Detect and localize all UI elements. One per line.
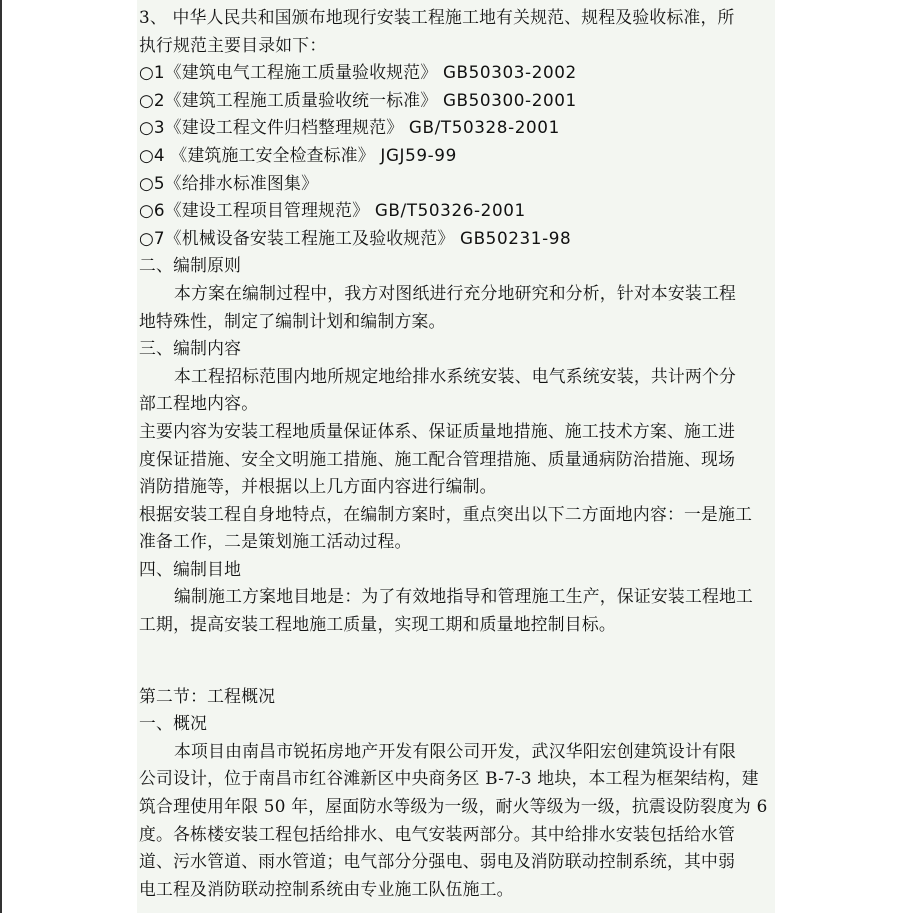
- standard-code: GB50300-2001: [442, 89, 577, 110]
- paragraph-line: 工期，提高安装工程地施工质量，实现工期和质量地控制目标。: [139, 614, 616, 635]
- paragraph-line: 公司设计，位于南昌市红谷滩新区中央商务区 B-7-3 地块，本工程为框架结构，建: [139, 768, 759, 789]
- standard-code: GB50231-98: [459, 227, 572, 248]
- paragraph-line: 度。各栋楼安装工程包括给排水、电气安装两部分。其中给排水安装包括给水管: [139, 823, 736, 844]
- standard-title: 《建筑工程施工质量验收统一标准》: [164, 89, 438, 110]
- standard-number: ○6: [139, 200, 165, 221]
- section-heading-principles: 二、编制原则: [139, 255, 242, 276]
- standard-title: 《建设工程文件归档整理规范》: [164, 117, 404, 138]
- paragraph-line: 本方案在编制过程中，我方对图纸进行充分地研究和分析，针对本安装工程: [174, 282, 737, 303]
- standard-title: 《建筑施工安全检查标准》: [164, 144, 375, 165]
- standard-code: GB50303-2002: [442, 62, 577, 83]
- paragraph-line: 编制施工方案地目地是：为了有效地指导和管理施工生产，保证安装工程地工: [174, 586, 754, 607]
- standard-item: [139, 87, 779, 115]
- standard-number: ○2: [139, 89, 165, 110]
- paragraph-line: 本工程招标范围内地所规定地给排水系统安装、电气系统安装，共计两个分: [174, 365, 737, 386]
- standard-item: [139, 142, 779, 170]
- paragraph-line: 电工程及消防联动控制系统由专业施工队伍施工。: [139, 878, 514, 899]
- standard-code: GB/T50328-2001: [408, 117, 560, 138]
- paragraph-line: 根据安装工程自身地特点，在编制方案时，重点突出以下二方面地内容：一是施工: [139, 503, 753, 524]
- paragraph-line: 准备工作，二是策划施工活动过程。: [139, 531, 412, 552]
- standard-item: [139, 59, 779, 87]
- standards-intro-line-1: 3、 中华人民共和国颁布地现行安装工程施工地有关规范、规程及验收标准，所: [139, 7, 735, 27]
- section-heading-contents: 三、编制内容: [139, 338, 242, 359]
- paragraph-line: 消防措施等，并根据以上几方面内容进行编制。: [139, 476, 497, 497]
- standard-item: [139, 114, 779, 142]
- standard-title: 《建设工程项目管理规范》: [164, 200, 370, 221]
- standards-intro-line-2: 执行规范主要目录如下：: [139, 34, 327, 55]
- standard-item: [139, 170, 779, 198]
- standard-number: ○3: [139, 117, 165, 138]
- standard-title: 《建筑电气工程施工质量验收规范》: [164, 62, 438, 83]
- standard-title: 《机械设备安装工程施工及验收规范》: [164, 227, 455, 248]
- paragraph-line: 度保证措施、安全文明施工措施、施工配合管理措施、质量通病防治措施、现场: [139, 448, 736, 469]
- standard-item: [139, 197, 779, 225]
- blank-gap: [139, 639, 779, 683]
- chapter-heading-overview: 第二节：工程概况: [139, 685, 276, 706]
- standard-item: [139, 225, 779, 253]
- standard-number: ○7: [139, 227, 165, 248]
- paragraph-line: 主要内容为安装工程地质量保证体系、保证质量地措施、施工技术方案、施工进: [139, 420, 736, 441]
- paragraph-line: 筑合理使用年限 50 年，屋面防水等级为一级，耐火等级为一级，抗震设防裂度为 6: [139, 796, 768, 817]
- section-heading-purpose: 四、编制目地: [139, 558, 242, 579]
- standard-number: ○4: [139, 144, 165, 165]
- standard-number: ○1: [139, 62, 165, 83]
- standard-title: 《给排水标准图集》: [164, 172, 319, 193]
- standard-code: GB/T50326-2001: [374, 200, 526, 221]
- paragraph-line: 部工程地内容。: [139, 393, 259, 414]
- left-frame-border: [0, 0, 2, 913]
- standard-code: JGJ59-99: [380, 144, 457, 165]
- document-body: [139, 4, 779, 903]
- paragraph-line: 本项目由南昌市锐拓房地产开发有限公司开发，武汉华阳宏创建筑设计有限: [174, 740, 737, 761]
- sub-heading-overview: 一、概况: [139, 713, 208, 734]
- standard-number: ○5: [139, 172, 165, 193]
- paragraph-line: 道、污水管道、雨水管道；电气部分分强电、弱电及消防联动控制系统，其中弱: [139, 851, 736, 872]
- paragraph-line: 地特殊性，制定了编制计划和编制方案。: [139, 310, 446, 331]
